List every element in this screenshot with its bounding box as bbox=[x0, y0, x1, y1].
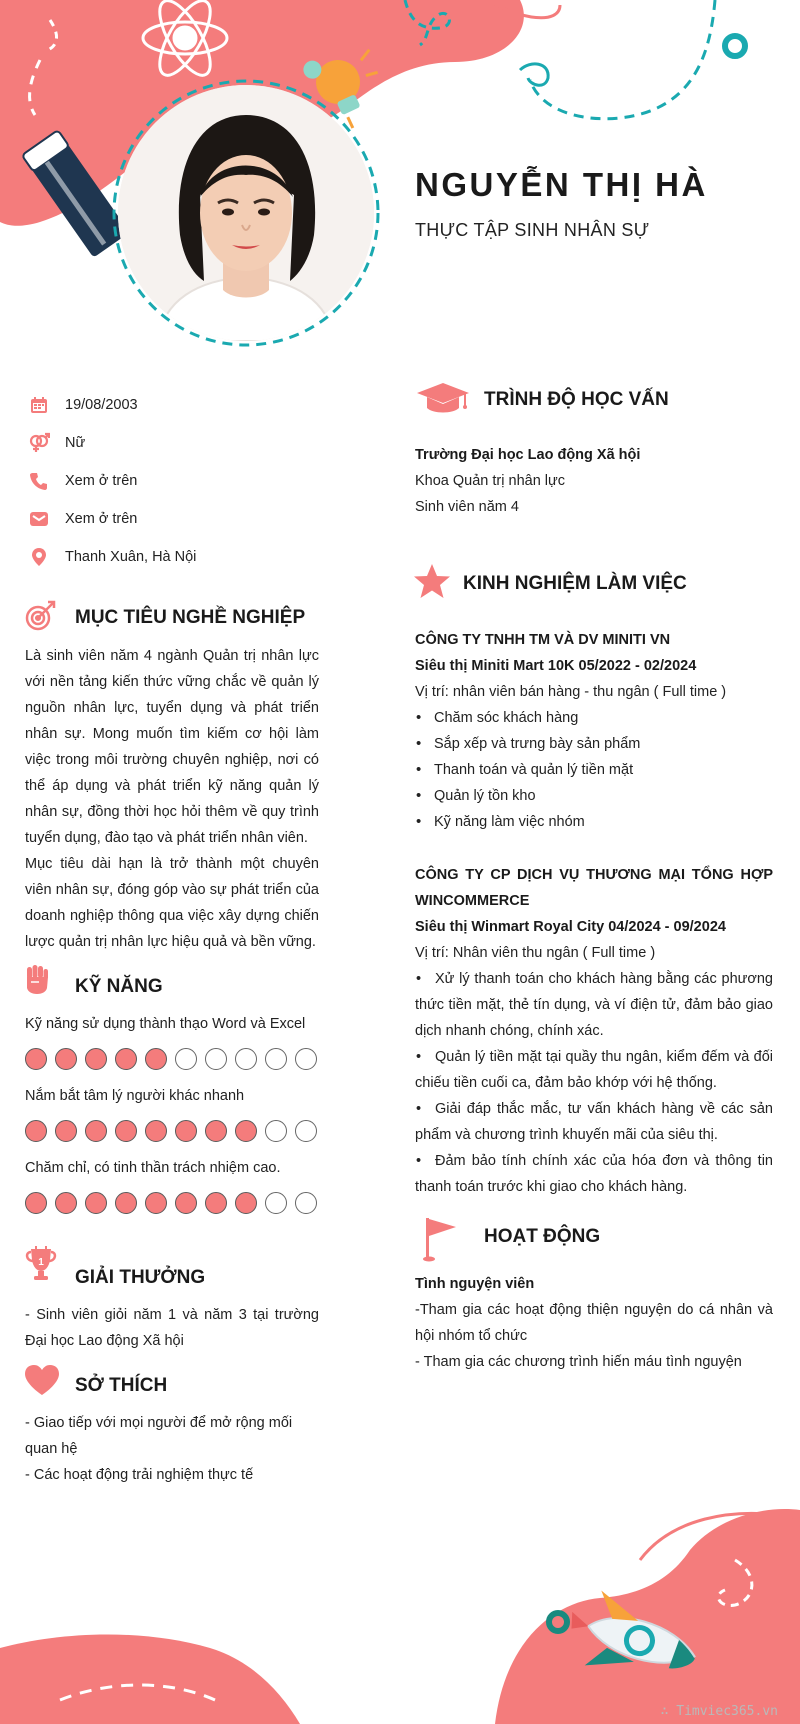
rating-dot-filled bbox=[85, 1048, 107, 1070]
activities-details bbox=[415, 1271, 773, 1375]
rating-dot-empty bbox=[295, 1192, 317, 1214]
rating-dot-filled bbox=[55, 1048, 77, 1070]
rating-dot-empty bbox=[235, 1048, 257, 1070]
contact-dob bbox=[28, 386, 328, 424]
rating-dot-filled bbox=[115, 1120, 137, 1142]
raised-fist-icon bbox=[24, 964, 50, 1001]
bottom-right-blob bbox=[495, 1509, 800, 1724]
email-icon bbox=[28, 508, 50, 530]
contact-phone bbox=[28, 462, 328, 500]
avatar-illustration bbox=[118, 85, 374, 341]
rating-dot-filled bbox=[145, 1048, 167, 1070]
contact-address bbox=[28, 538, 328, 576]
hobbies-text bbox=[25, 1410, 319, 1488]
job-role: Vị trí: nhân viên bán hàng - thu ngân ( Full time ) bbox=[415, 684, 727, 700]
job-entry bbox=[415, 862, 773, 1200]
heart-icon bbox=[24, 1364, 60, 1401]
activities-title: HOẠT ĐỘNG bbox=[484, 1226, 601, 1247]
hobby-line: - Giao tiếp với mọi người để mở rộng mối quan hệ bbox=[25, 1415, 293, 1457]
skill-rating bbox=[25, 1192, 325, 1214]
job-task: • Quản lý tiền mặt tại quầy thu ngân, kiểm đếm và đối chiếu tiền cuối ca, đảm bảo khớp với hệ thống. bbox=[415, 1044, 773, 1096]
skill-rating bbox=[25, 1120, 325, 1142]
rating-dot-empty bbox=[175, 1048, 197, 1070]
calendar-icon bbox=[28, 394, 50, 416]
rating-dot-filled bbox=[235, 1120, 257, 1142]
candidate-name: NGUYỄN THỊ HÀ bbox=[415, 166, 708, 203]
location-pin-icon bbox=[28, 546, 50, 568]
objective-text bbox=[25, 643, 319, 955]
skills-title: KỸ NĂNG bbox=[75, 976, 163, 997]
star-icon bbox=[413, 563, 451, 604]
contact-gender bbox=[28, 424, 328, 462]
objective-paragraph: Là sinh viên năm 4 ngành Quản trị nhân lực với nền tảng kiến thức vững chắc về quản lý nguồn nhân lực, tuyển dụng và phát triển nhân sự. Mong muốn tìm kiếm cơ hội làm việc trong môi trường chuyên nghiệp, nơi có thể áp dụng và phát triển kỹ năng quản lý nhân sự, đồng thời học hỏi thêm về quy trình tuyển dụng, đào tạo và phát triển nhân viên. bbox=[25, 648, 319, 846]
skill-name: Kỹ năng sử dụng thành thạo Word và Excel bbox=[25, 1016, 306, 1032]
rating-dot-empty bbox=[265, 1120, 287, 1142]
job-task: • Giải đáp thắc mắc, tư vấn khách hàng về các sản phẩm và chương trình khuyến mãi của siêu thị. bbox=[415, 1096, 773, 1148]
activity-line: - Tham gia các chương trình hiến máu tình nguyện bbox=[415, 1354, 742, 1370]
skill-item bbox=[25, 1012, 325, 1070]
rating-dot-filled bbox=[205, 1192, 227, 1214]
rating-dot-empty bbox=[295, 1048, 317, 1070]
job-place: Siêu thị Winmart Royal City 04/2024 - 09/2024 bbox=[415, 919, 726, 935]
skill-name: Nắm bắt tâm lý người khác nhanh bbox=[25, 1088, 245, 1104]
job-task: • Đảm bảo tính chính xác của hóa đơn và thông tin thanh toán trước khi giao cho khách hàng. bbox=[415, 1148, 773, 1200]
experience-title: KINH NGHIỆM LÀM VIỆC bbox=[463, 573, 687, 594]
awards-text: - Sinh viên giỏi năm 1 và năm 3 tại trường Đại học Lao động Xã hội bbox=[25, 1307, 319, 1349]
rating-dot-empty bbox=[205, 1048, 227, 1070]
hobbies-title: SỞ THÍCH bbox=[75, 1375, 168, 1396]
rating-dot-filled bbox=[55, 1192, 77, 1214]
contact-address-text: Thanh Xuân, Hà Nội bbox=[65, 549, 197, 565]
rating-dot-filled bbox=[205, 1120, 227, 1142]
education-year: Sinh viên năm 4 bbox=[415, 499, 519, 515]
awards-title: GIẢI THƯỞNG bbox=[75, 1267, 206, 1288]
objective-paragraph: Mục tiêu dài hạn là trở thành một chuyên viên nhân sự, đóng góp vào sự phát triển của doanh nghiệp thông qua việc xây dựng chiến lược quản trị nhân lực hiệu quả và bền vững. bbox=[25, 856, 319, 950]
gender-icon bbox=[28, 432, 50, 454]
phone-icon bbox=[28, 470, 50, 492]
job-task: • Kỹ năng làm việc nhóm bbox=[415, 809, 773, 835]
skill-item bbox=[25, 1156, 325, 1214]
activity-line: -Tham gia các hoạt động thiện nguyện do cá nhân và hội nhóm tổ chức bbox=[415, 1302, 773, 1344]
skill-item bbox=[25, 1084, 325, 1142]
job-company: CÔNG TY TNHH TM VÀ DV MINITI VN bbox=[415, 632, 671, 648]
skills-list bbox=[25, 1012, 325, 1228]
contact-list bbox=[28, 386, 328, 576]
trophy-icon bbox=[24, 1246, 58, 1287]
rating-dot-empty bbox=[295, 1120, 317, 1142]
skill-name: Chăm chỉ, có tinh thần trách nhiệm cao. bbox=[25, 1160, 281, 1176]
education-faculty: Khoa Quản trị nhân lực bbox=[415, 473, 565, 489]
job-task: • Chăm sóc khách hàng bbox=[415, 705, 773, 731]
rating-dot-filled bbox=[55, 1120, 77, 1142]
rating-dot-filled bbox=[145, 1120, 167, 1142]
contact-phone-text: Xem ở trên bbox=[65, 473, 138, 489]
objective-title: MỤC TIÊU NGHỀ NGHIỆP bbox=[75, 607, 306, 628]
target-icon bbox=[24, 598, 58, 637]
flag-icon bbox=[422, 1216, 458, 1267]
rating-dot-filled bbox=[175, 1192, 197, 1214]
hobby-line: - Các hoạt động trải nghiệm thực tế bbox=[25, 1467, 254, 1483]
rating-dot-filled bbox=[85, 1120, 107, 1142]
rating-dot-filled bbox=[115, 1192, 137, 1214]
job-task-list bbox=[415, 705, 773, 835]
svg-text:1: 1 bbox=[38, 1257, 44, 1268]
rating-dot-filled bbox=[175, 1120, 197, 1142]
activity-heading: Tình nguyện viên bbox=[415, 1276, 535, 1292]
education-school: Trường Đại học Lao động Xã hội bbox=[415, 447, 641, 463]
rating-dot-filled bbox=[145, 1192, 167, 1214]
education-details bbox=[415, 442, 773, 520]
job-entry bbox=[415, 627, 773, 835]
job-task: • Xử lý thanh toán cho khách hàng bằng các phương thức tiền mặt, thẻ tín dụng, và ví điện tử, đảm bảo giao dịch nhanh chóng, chính xác. bbox=[415, 966, 773, 1044]
contact-gender-text: Nữ bbox=[65, 435, 86, 451]
rating-dot-empty bbox=[265, 1048, 287, 1070]
job-task: • Sắp xếp và trưng bày sản phẩm bbox=[415, 731, 773, 757]
rating-dot-filled bbox=[25, 1048, 47, 1070]
contact-email-text: Xem ở trên bbox=[65, 511, 138, 527]
graduation-cap-icon bbox=[415, 381, 471, 422]
job-task: • Quản lý tồn kho bbox=[415, 783, 773, 809]
rating-dot-filled bbox=[25, 1192, 47, 1214]
bottom-left-blob bbox=[0, 1634, 300, 1724]
candidate-job-title: THỰC TẬP SINH NHÂN SỰ bbox=[415, 220, 650, 240]
contact-dob-text: 19/08/2003 bbox=[65, 397, 138, 413]
rating-dot-filled bbox=[115, 1048, 137, 1070]
profile-photo bbox=[118, 85, 374, 341]
education-title: TRÌNH ĐỘ HỌC VẤN bbox=[484, 389, 669, 410]
rating-dot-empty bbox=[265, 1192, 287, 1214]
job-task-list bbox=[415, 966, 773, 1200]
rating-dot-filled bbox=[85, 1192, 107, 1214]
skill-rating bbox=[25, 1048, 325, 1070]
job-role: Vị trí: Nhân viên thu ngân ( Full time ) bbox=[415, 945, 656, 961]
job-company: CÔNG TY CP DỊCH VỤ THƯƠNG MẠI TỔNG HỢP WINCOMMERCE bbox=[415, 867, 773, 909]
job-place: Siêu thị Miniti Mart 10K 05/2022 - 02/2024 bbox=[415, 658, 697, 674]
rating-dot-filled bbox=[25, 1120, 47, 1142]
rating-dot-filled bbox=[235, 1192, 257, 1214]
watermark: ∴ Timviec365.vn bbox=[660, 1704, 778, 1719]
job-task: • Thanh toán và quản lý tiền mặt bbox=[415, 757, 773, 783]
contact-email bbox=[28, 500, 328, 538]
